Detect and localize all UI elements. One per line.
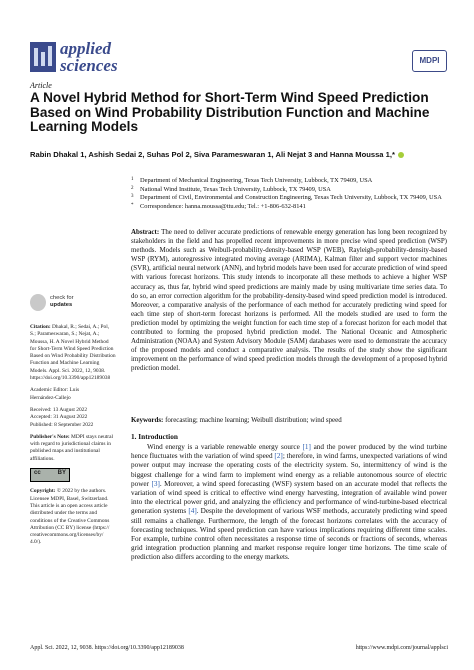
abstract-text: The need to deliver accurate predictions of renewable energy generation has long been recognized by stakeholders in the field and has propelled recent improvements in more precise wind speed prediction (WSP) methods. Models such as Weibull-probability-density-based WSP (WEB), Rayleigh-probability-density-based WSP (RYM), autoregressive integrated moving average (ARIMA), Kalman filter and support vector machines (SVR), artificial neural network (ANN), and hybrid models have been used for accurate prediction of wind speed with various forecast horizons. This study intends to incorporate all these methods to achieve a higher WSP accuracy as, thus far, hybrid wind speed predictions are mainly made by using multivariate time series data. To do so, an error correction algorithm for the probability-density-based wind speed prediction model is introduced. Moreover, a comparative analysis of the performance of each method for accurately predicting wind speed for each time step of short-term forecast horizons is performed. All the models studied are used to form the prediction model by optimizing the weight function for each time step of a forecast horizon for each model that contributed to forming the proposed hybrid prediction model. The National Oceanic and Atmospheric Administration (NOAA) and System Advisory Module (SAM) databases were used to demonstrate the accuracy of the proposed models and conduct a comparative analysis. The results of the study show the significant improvement on the performance of wind speed prediction models through the development of a proposed hybrid prediction model.: [131, 228, 447, 373]
journal-name-text: applied sciences: [60, 39, 118, 75]
keywords-text: forecasting; machine learning; Weibull distribution; wind speed: [165, 416, 342, 424]
journal-url-link[interactable]: https://www.mdpi.com/journal/applsci: [355, 645, 448, 651]
introduction-paragraph: Wind energy is a variable renewable energy source [1] and the power produced by the wind turbine hence fluctuates with the variation of wind speed [2]; therefore, in wind farms, unexpected variations of wind power output may increase the operating costs of the electricity system. So, intermittency of wind is the biggest challenge for a wind farm to implement wind energy as a reliable autonomous source of electric power [3]. Moreover, a wind speed forecasting (WSF) system based on an accurate model that reflects the variation of wind speed is critical to effective wind energy harvesting, integration of available wind power into the electrical power grid, and analyzing the efficiency and performance of wind-turbine-based electrical generation systems [4]. Despite the development of various WSF methods, accurately predicting wind speed still remains a challenge. Furthermore, the length of the forecast horizons correlates with the accuracy of forecasting techniques. Wind speed prediction can have various implications requiring different time scales. For example, turbine control often necessitates a response time of seconds or fractions of seconds, whereas grid integration production planning and market response require longer time horizons. The time scale of prediction also differs according to the energy markets.: [131, 443, 448, 562]
footer-citation: Appl. Sci. 2022, 12, 9038. https://doi.org/10.3390/app12189038: [30, 645, 184, 651]
keywords-label: Keywords:: [131, 416, 164, 424]
paper-title: A Novel Hybrid Method for Short-Term Wind Speed Prediction Based on Wind Probability Distribution Function and Machine Learning Models: [30, 90, 430, 135]
dates: Received: 13 August 2022 Accepted: 31 August 2022 Published: 8 September 2022: [30, 406, 94, 428]
sidebar-info: [30, 324, 116, 552]
citation-block: Citation: Dhakal, R.; Sedai, A.; Pol, S.; Parameswaran, S.; Nejat, A.; Moussa, H. A Novel Hybrid Method for Short-Term Wind Speed Prediction Based on Wind Probability Distribution Function and Machine Learning Models. Appl. Sci. 2022, 12, 9038. https://doi.org/10.3390/app12189038: [30, 324, 116, 382]
cc-by-license-icon[interactable]: cc BY: [30, 468, 70, 482]
journal-name: [60, 40, 140, 74]
citation-link-3[interactable]: [3]: [151, 479, 160, 488]
copyright: Copyright: © 2022 by the authors. Licensee MDPI, Basel, Switzerland. This article is an open access article distributed under the terms and conditions of the Creative Commons Attribution (CC BY) license (https:// creativecommons.org/licenses/by/ 4.0/).: [30, 488, 110, 546]
affiliation-1: 1 Department of Mechanical Engineering, Texas Tech University, Lubbock, TX 79409, USA: [131, 177, 373, 184]
authors-text: Rabin Dhakal 1, Ashish Sedai 2, Suhas Pol 2, Siva Parameswaran 1, Ali Nejat 3 and Hanna Moussa 1,*: [30, 150, 395, 159]
academic-editor: Academic Editor: Luis Hernández-Callejo: [30, 387, 80, 401]
abstract-label: Abstract:: [131, 228, 160, 236]
check-updates-icon: [30, 294, 46, 311]
citation-link-2[interactable]: [2]: [274, 452, 283, 461]
correspondence: * Correspondence: hanna.moussa@ttu.edu; Tel.: +1-806-632-8141: [131, 202, 306, 210]
publisher-note: Publisher's Note: MDPI stays neutral with regard to jurisdictional claims in published maps and institutional affiliations.: [30, 433, 113, 462]
orcid-icon[interactable]: [398, 152, 404, 158]
author-list: [30, 150, 450, 159]
check-for-updates-button[interactable]: [30, 294, 104, 314]
journal-logo-icon: [30, 42, 56, 72]
affiliation-2: 2 National Wind Institute, Texas Tech University, Lubbock, TX 79409, USA: [131, 185, 331, 193]
affiliations: [131, 177, 451, 211]
article-type: Article: [30, 81, 52, 90]
check-updates-label: check for updates: [50, 295, 74, 308]
affiliation-3: 3 Department of Civil, Environmental and Construction Engineering, Texas Tech University, Lubbock, TX 79409, USA: [131, 194, 442, 202]
abstract: [131, 228, 447, 374]
citation-link-4[interactable]: [4]: [188, 507, 197, 516]
mdpi-logo[interactable]: MDPI: [412, 50, 447, 72]
keywords: [131, 416, 447, 425]
section-heading-introduction: 1. Introduction: [131, 432, 178, 441]
citation-link-1[interactable]: [1]: [302, 443, 311, 451]
